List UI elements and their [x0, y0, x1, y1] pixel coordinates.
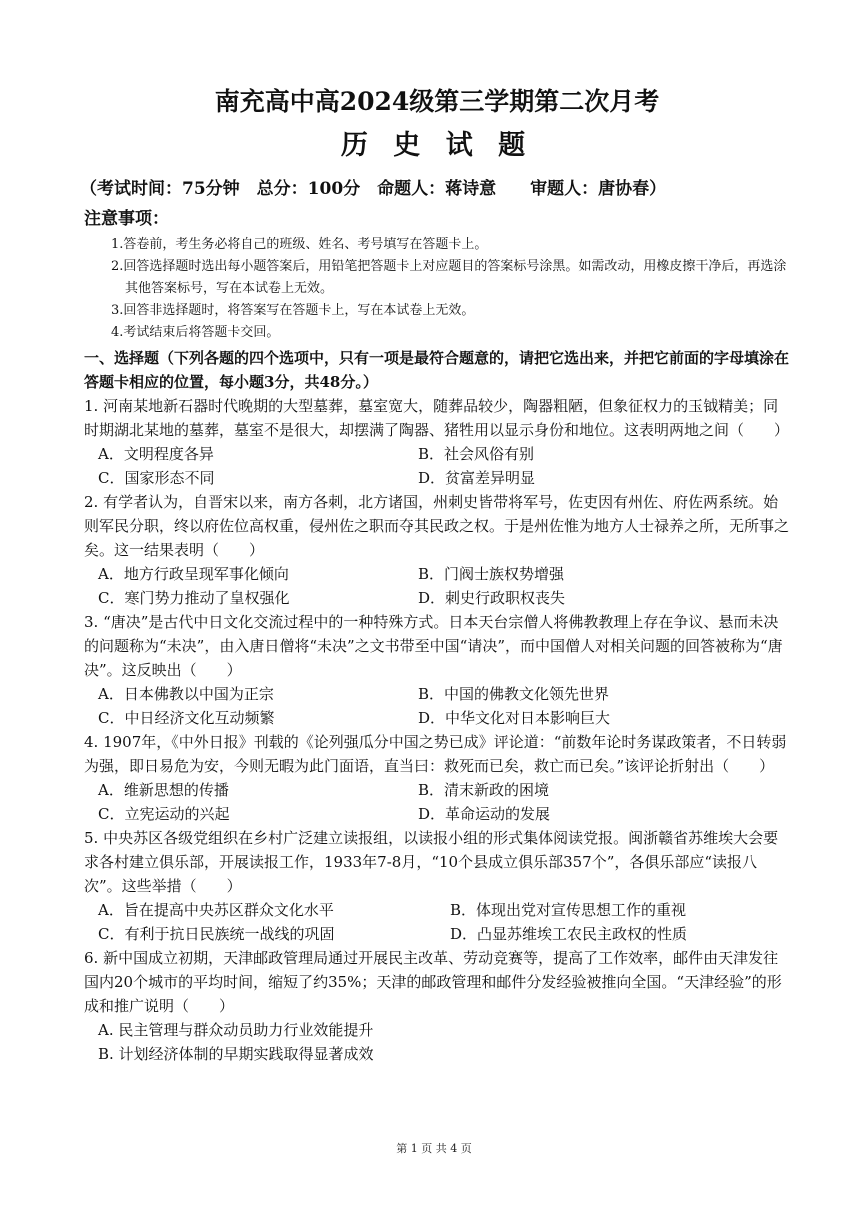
question-5 — [84, 826, 790, 946]
option-d: D．革命运动的发展 — [418, 805, 551, 823]
option-c: C．立宪运动的兴起 — [98, 805, 230, 823]
option-b: B．清末新政的困境 — [418, 781, 550, 799]
exam-subject: 历 史 试 题 — [340, 130, 534, 161]
question-2 — [84, 490, 790, 610]
question-stem: 5. 中央苏区各级党组织在乡村广泛建立读报组，以读报小组的形式集体阅读党报。闽浙赣省苏维埃大会要求各村建立俱乐部，开展读报工作，1933年7-8月，“10个县成立俱乐部357个”，各俱乐部应“读报八次”。这些举措（ ） — [84, 829, 779, 895]
option-list — [84, 1018, 790, 1066]
option-list — [84, 442, 790, 490]
option-d: D．贫富差异明显 — [418, 469, 536, 487]
option-list — [84, 898, 790, 946]
option-list — [84, 682, 790, 730]
option-b: B．中国的佛教文化领先世界 — [418, 685, 610, 703]
question-1 — [84, 394, 790, 490]
notice-title: 注意事项： — [84, 209, 169, 229]
notice-item-2: 2.回答选择题时选出每小题答案后，用铅笔把答题卡上对应题目的答案标号涂黑。如需改动，用橡皮擦干净后，再选涂其他答案标号，写在本试卷上无效。 — [111, 259, 787, 296]
option-b: B. 计划经济体制的早期实践取得显著成效 — [98, 1045, 374, 1063]
question-4 — [84, 730, 790, 826]
option-c: C．国家形态不同 — [98, 469, 215, 487]
question-stem: 3. “唐决”是古代中日文化交流过程中的一种特殊方式。日本天台宗僧人将佛教教理上存在争议、悬而未决的问题称为“未决”，由入唐日僧将“未决”之文书带至中国“请决”，而中国僧人对相关问题的回答被称为“唐决”。这反映出（ ） — [84, 613, 783, 679]
option-a: A．日本佛教以中国为正宗 — [98, 685, 274, 703]
notice-item-4: 4.考试结束后将答题卡交回。 — [111, 325, 280, 340]
notice-item-1: 1.答卷前，考生务必将自己的班级、姓名、考号填写在答题卡上。 — [111, 237, 488, 252]
option-d: D．中华文化对日本影响巨大 — [418, 709, 611, 727]
question-stem: 4. 1907年，《中外日报》刊载的《论列强瓜分中国之势已成》评论道：“前数年论时务谋政策者，不日转弱为强，即日易危为安，今则无暇为此门面语，直当曰：救死而已矣，救亡而已矣。”该评论折射出（ ） — [84, 733, 787, 775]
option-b: B．社会风俗有别 — [418, 445, 535, 463]
option-a: A．旨在提高中央苏区群众文化水平 — [98, 901, 334, 919]
question-3 — [84, 610, 790, 730]
question-6 — [84, 946, 790, 1066]
page-footer: 第 1 页 共 4 页 — [396, 1142, 472, 1155]
option-a: A. 民主管理与群众动员助力行业效能提升 — [98, 1021, 374, 1039]
option-a: A．文明程度各异 — [98, 445, 214, 463]
option-b: B．门阀士族权势增强 — [418, 565, 565, 583]
notice-block — [84, 206, 790, 344]
option-c: C．有利于抗日民族统一战线的巩固 — [98, 925, 335, 943]
notice-item-3: 3.回答非选择题时，将答案写在答题卡上，写在本试卷上无效。 — [111, 303, 475, 318]
option-a: A．维新思想的传播 — [98, 781, 229, 799]
question-stem: 2. 有学者认为，自晋宋以来，南方各刺，北方诸国，州刺史皆带将军号，佐吏因有州佐、府佐两系统。始则军民分职，终以府佐位高权重，侵州佐之职而夺其民政之权。于是州佐惟为地方人士禄养之所，无所事之矣。这一结果表明（ ） — [84, 493, 790, 559]
option-d: D．凸显苏维埃工农民主政权的性质 — [450, 925, 688, 943]
question-stem: 1. 河南某地新石器时代晚期的大型墓葬，墓室宽大，随葬品较少，陶器粗陋，但象征权力的玉钺精美；同时期湖北某地的墓葬，墓室不是很大，却摆满了陶器、猪牲用以显示身份和地位。这表明两地之间（ ） — [84, 397, 790, 439]
option-list — [84, 778, 790, 826]
option-b: B．体现出党对宣传思想工作的重视 — [450, 901, 687, 919]
exam-meta: （考试时间：75分钟 总分：100分 命题人：蒋诗意 审题人：唐协春） — [80, 179, 667, 199]
option-list — [84, 562, 790, 610]
option-c: C．中日经济文化互动频繁 — [98, 709, 275, 727]
exam-title: 南充高中高2024级第三学期第二次月考 — [214, 87, 660, 116]
option-d: D．刺史行政职权丧失 — [418, 589, 566, 607]
question-stem: 6. 新中国成立初期，天津邮政管理局通过开展民主改革、劳动竞赛等，提高了工作效率，邮件由天津发往国内20个城市的平均时间，缩短了约35%；天津的邮政管理和邮件分发经验被推向全国。“天津经验”的形成和推广说明（ ） — [84, 949, 782, 1015]
option-c: C．寒门势力推动了皇权强化 — [98, 589, 290, 607]
section-title: 一、选择题（下列各题的四个选项中，只有一项是最符合题意的，请把它选出来，并把它前面的字母填涂在答题卡相应的位置，每小题3分，共48分。） — [84, 349, 790, 391]
exam-page — [80, 84, 790, 1066]
option-a: A．地方行政呈现军事化倾向 — [98, 565, 289, 583]
